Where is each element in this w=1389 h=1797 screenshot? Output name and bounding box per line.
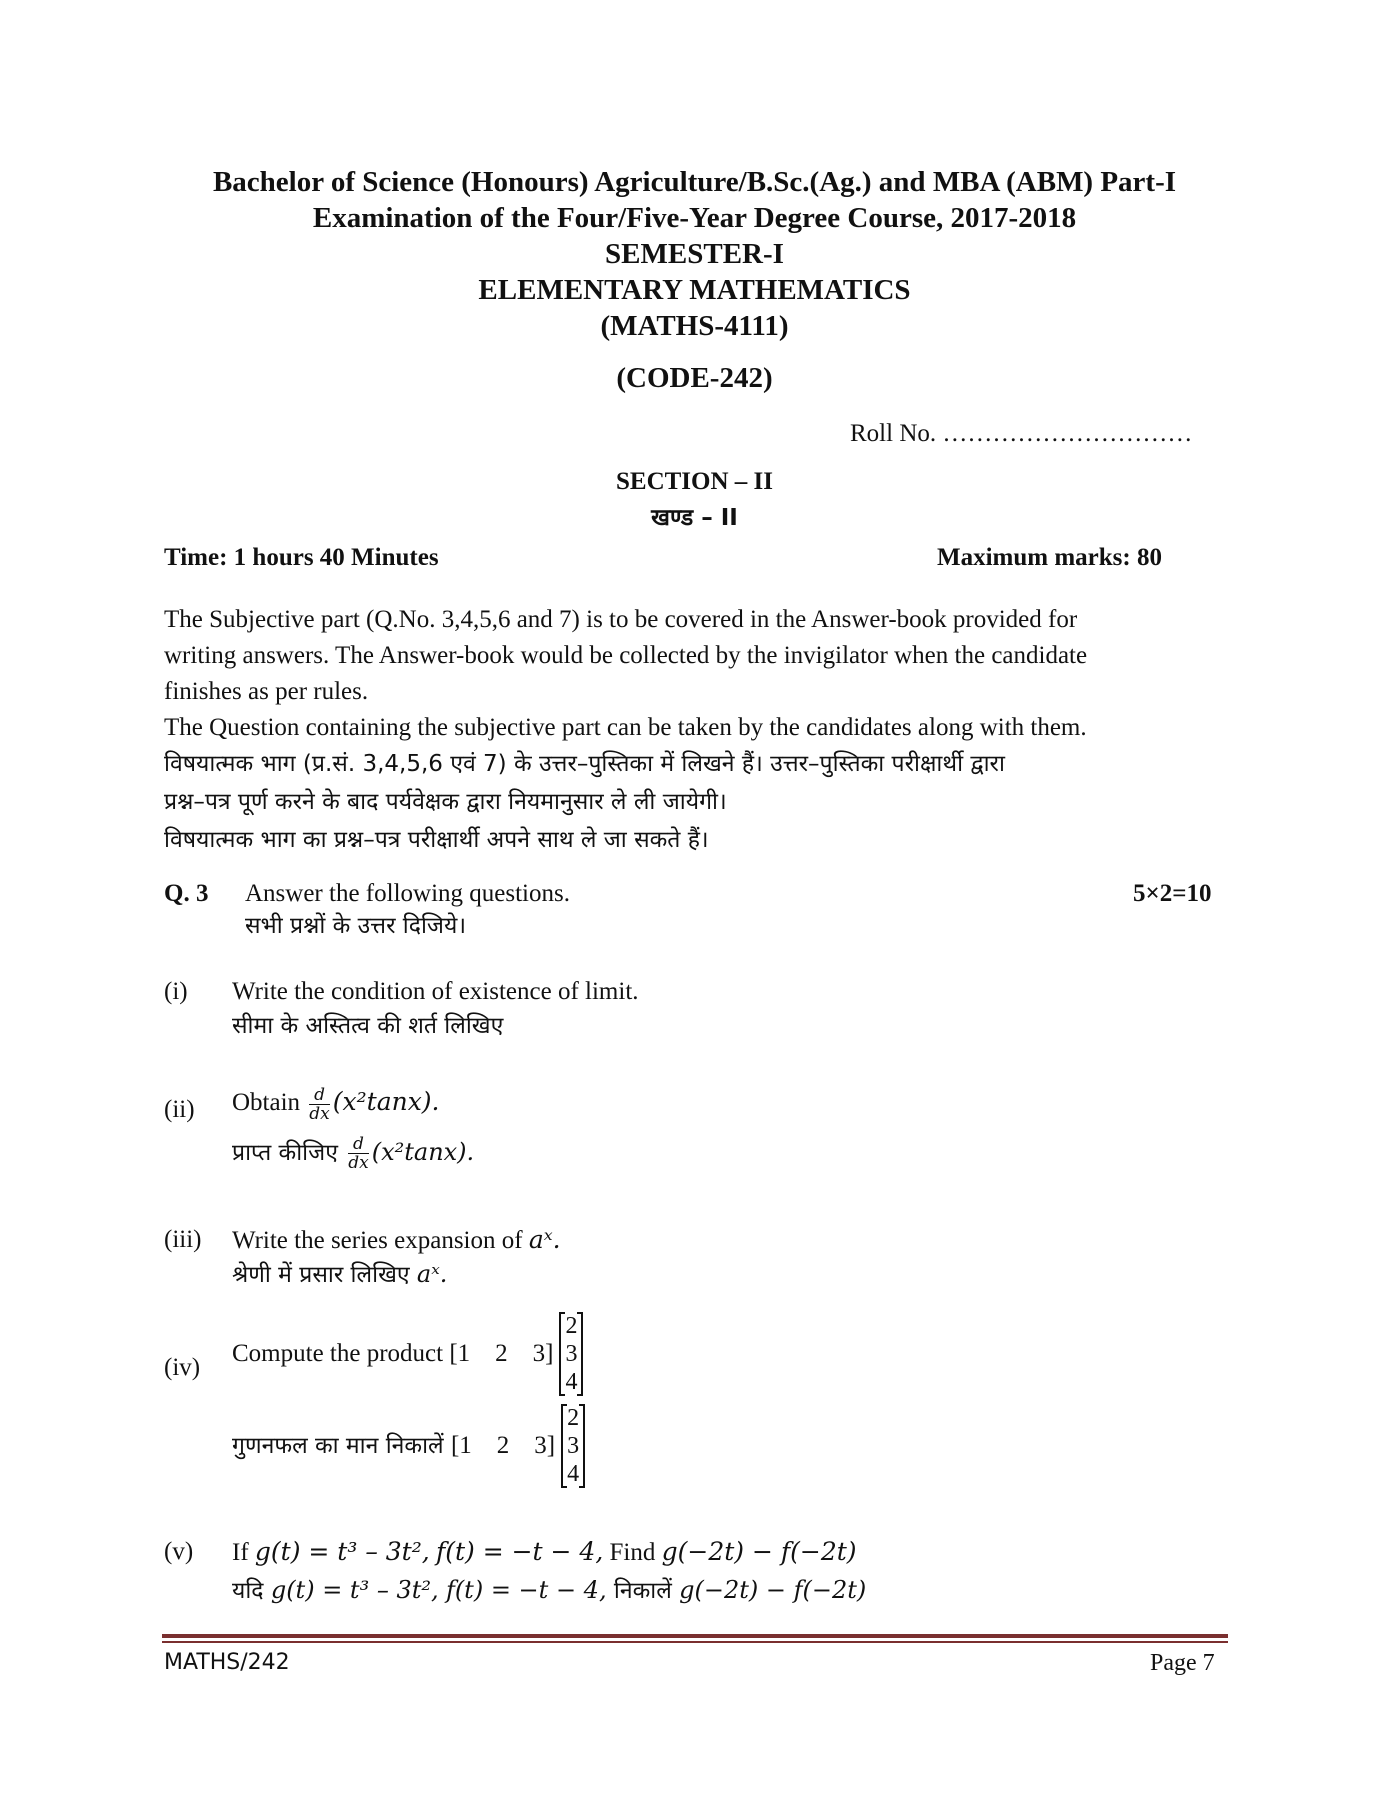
course-code: (CODE-242) bbox=[616, 362, 773, 394]
row-vector-hindi: [1 2 3] bbox=[450, 1432, 556, 1459]
item-v-line-hindi bbox=[232, 1572, 866, 1609]
g-definition: g(t) = t³ – 3t², bbox=[254, 1537, 430, 1566]
header-line-5: (MATHS-4111) bbox=[600, 310, 789, 342]
section-title-hindi: खण्ड – II bbox=[651, 505, 738, 531]
instruction-en-2: writing answers. The Answer-book would be collected by the invigilator when the candidate bbox=[164, 642, 1088, 669]
instruction-hi-1: विषयात्मक भाग (प्र.सं. 3,4,5,6 एवं 7) के उत्तर–पुस्तिका में लिखने हैं। उत्तर–पुस्तिका परीक्षार्थी द्वारा bbox=[164, 751, 1005, 777]
item-iii-line-hindi bbox=[232, 1256, 447, 1293]
footer-code: MATHS/242 bbox=[164, 1650, 290, 1675]
column-entry-3-hindi: 4 bbox=[567, 1461, 580, 1487]
item-iii-text: Write the series expansion of bbox=[232, 1227, 523, 1254]
item-ii-text: Obtain bbox=[232, 1089, 301, 1116]
fraction-numerator-hindi: d bbox=[348, 1135, 368, 1154]
f-definition: f(t) = −t − 4, bbox=[435, 1537, 604, 1566]
item-number-iv: (iv) bbox=[164, 1354, 201, 1381]
column-entry-1-hindi: 2 bbox=[567, 1405, 580, 1431]
instruction-en-1: The Subjective part (Q.No. 3,4,5,6 and 7) is to be covered in the Answer-book provided for bbox=[164, 606, 1078, 633]
fraction-numerator: d bbox=[309, 1086, 329, 1105]
item-v-find-hindi: निकालें bbox=[613, 1578, 672, 1604]
header-line-2: Examination of the Four/Five-Year Degree Course, 2017-2018 bbox=[312, 202, 1077, 234]
item-iv-text-hindi: गुणनफल का मान निकालें bbox=[232, 1433, 444, 1459]
item-i-text: Write the condition of existence of limit. bbox=[232, 978, 639, 1005]
column-vector-hindi bbox=[561, 1404, 585, 1488]
item-iv-text: Compute the product bbox=[232, 1340, 444, 1367]
item-iv-line-hindi bbox=[232, 1404, 585, 1488]
question-marks: 5×2=10 bbox=[1133, 880, 1212, 907]
f-definition-hindi: f(t) = −t − 4, bbox=[445, 1576, 607, 1604]
instruction-hi-3: विषयात्मक भाग का प्रश्न–पत्र परीक्षार्थी अपने साथ ले जा सकते हैं। bbox=[164, 827, 709, 853]
maximum-marks: Maximum marks: 80 bbox=[937, 544, 1162, 571]
item-iv-line bbox=[232, 1312, 583, 1396]
footer-rule-thin bbox=[162, 1641, 1228, 1643]
question-label: Q. 3 bbox=[164, 880, 209, 907]
item-i-text-hindi: सीमा के अस्तित्व की शर्त लिखिए bbox=[232, 1013, 504, 1039]
instruction-en-3: finishes as per rules. bbox=[164, 678, 369, 705]
item-number-i: (i) bbox=[164, 978, 188, 1005]
series-expression-hindi: aˣ. bbox=[416, 1260, 448, 1288]
derivative-expression-hindi: (x²tanx). bbox=[371, 1138, 475, 1166]
derivative-fraction-hindi bbox=[348, 1135, 368, 1172]
fraction-denominator: dx bbox=[309, 1103, 330, 1124]
column-entry-2-hindi: 3 bbox=[567, 1433, 580, 1459]
footer-rule-thick bbox=[162, 1634, 1228, 1638]
column-entry-1: 2 bbox=[565, 1313, 578, 1339]
time-allowed: Time: 1 hours 40 Minutes bbox=[164, 544, 439, 571]
item-number-ii: (ii) bbox=[164, 1096, 195, 1123]
row-vector: [1 2 3] bbox=[449, 1340, 554, 1367]
header-line-3: SEMESTER-I bbox=[605, 238, 784, 270]
item-ii-line bbox=[232, 1084, 440, 1123]
question-text-hindi: सभी प्रश्नों के उत्तर दिजिये। bbox=[245, 913, 467, 939]
item-v-line bbox=[232, 1534, 857, 1571]
g-definition-hindi: g(t) = t³ – 3t², bbox=[270, 1576, 439, 1604]
item-ii-line-hindi bbox=[232, 1134, 474, 1172]
item-v-if-hindi: यदि bbox=[232, 1578, 264, 1604]
page-number: Page 7 bbox=[1150, 1650, 1215, 1676]
column-entry-3: 4 bbox=[565, 1369, 578, 1395]
derivative-expression: (x²tanx). bbox=[332, 1087, 440, 1116]
item-v-find: Find bbox=[609, 1539, 656, 1566]
instruction-en-4: The Question containing the subjective part can be taken by the candidates along with them. bbox=[164, 714, 1087, 741]
roll-no: Roll No. ………………………… bbox=[850, 420, 1193, 447]
item-v-if: If bbox=[232, 1539, 249, 1566]
item-ii-text-hindi: प्राप्त कीजिए bbox=[232, 1140, 338, 1166]
header-line-1: Bachelor of Science (Honours) Agriculture/B.Sc.(Ag.) and MBA (ABM) Part-I bbox=[212, 166, 1177, 198]
item-iii-text-hindi: श्रेणी में प्रसार लिखिए bbox=[232, 1262, 410, 1288]
item-iii-line bbox=[232, 1222, 561, 1259]
instruction-hi-2: प्रश्न–पत्र पूर्ण करने के बाद पर्यवेक्षक द्वारा नियमानुसार ले ली जायेगी। bbox=[164, 789, 727, 815]
header-line-4: ELEMENTARY MATHEMATICS bbox=[478, 274, 911, 306]
column-entry-2: 3 bbox=[565, 1341, 578, 1367]
target-expression: g(−2t) − f(−2t) bbox=[661, 1537, 857, 1566]
fraction-denominator-hindi: dx bbox=[348, 1153, 369, 1173]
target-expression-hindi: g(−2t) − f(−2t) bbox=[679, 1576, 867, 1604]
item-number-v: (v) bbox=[164, 1538, 194, 1565]
column-vector bbox=[559, 1312, 583, 1396]
item-number-iii: (iii) bbox=[164, 1226, 202, 1253]
question-text: Answer the following questions. bbox=[245, 880, 570, 907]
series-expression: aˣ. bbox=[528, 1225, 561, 1254]
section-title: SECTION – II bbox=[616, 468, 773, 495]
derivative-fraction bbox=[309, 1086, 329, 1123]
